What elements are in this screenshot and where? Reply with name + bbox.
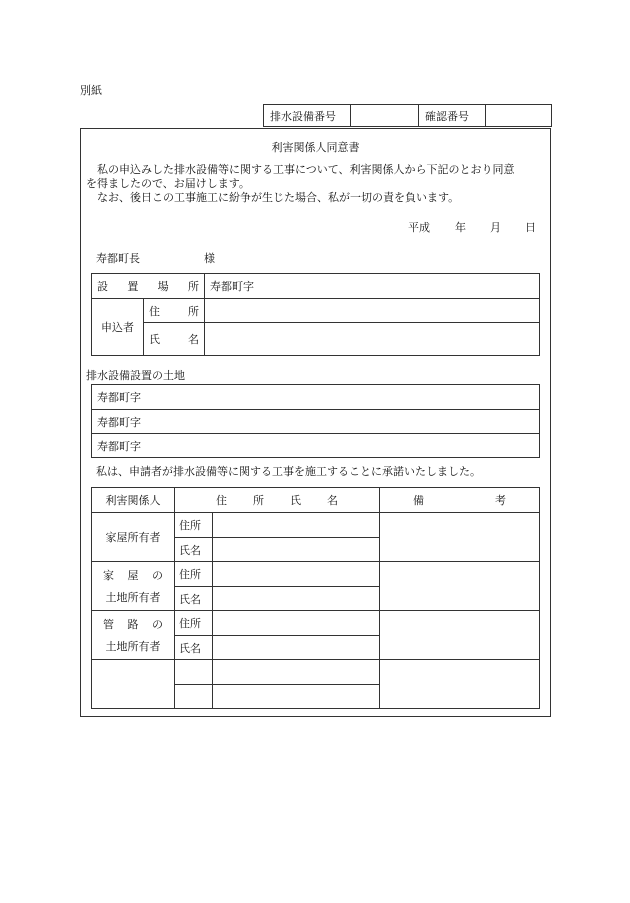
- header-char: 所: [253, 494, 264, 507]
- name-label: 氏名: [175, 587, 213, 611]
- header-party: 利害関係人: [92, 488, 175, 513]
- blank-field[interactable]: [213, 660, 380, 685]
- applicant-name-label: [144, 323, 205, 356]
- number-table: [263, 104, 552, 127]
- applicant-label: 申込者: [92, 299, 144, 356]
- addressee: [96, 250, 215, 266]
- header-char: 氏: [290, 494, 301, 507]
- party-label-char: 管: [103, 618, 114, 631]
- applicant-table: [91, 273, 540, 356]
- address-field[interactable]: [213, 611, 380, 636]
- date-day: 日: [525, 221, 536, 234]
- land-section-label: 排水設備設置の土地: [86, 369, 185, 382]
- date-era: 平成: [408, 221, 430, 234]
- location-field[interactable]: 寿都町字: [205, 274, 540, 299]
- header-char: 名: [327, 494, 338, 507]
- party-blank[interactable]: [92, 660, 175, 709]
- applicant-address-label: [144, 299, 205, 323]
- date-month: 月: [490, 221, 501, 234]
- confirm-number-label: 確認番号: [419, 105, 486, 127]
- location-label-char: 置: [127, 280, 139, 293]
- remarks-field[interactable]: [380, 513, 540, 562]
- land-row[interactable]: 寿都町字: [92, 410, 540, 434]
- date-year: 年: [455, 221, 466, 234]
- address-field[interactable]: [213, 513, 380, 538]
- party-pipe-land-owner: [92, 611, 175, 660]
- header-remarks: [380, 488, 540, 513]
- name-label: 氏名: [175, 636, 213, 660]
- remarks-field[interactable]: [380, 611, 540, 660]
- blank-label-cell[interactable]: [175, 685, 213, 709]
- blank-field[interactable]: [213, 685, 380, 709]
- land-row[interactable]: 寿都町字: [92, 385, 540, 410]
- address-label-char: 所: [188, 304, 199, 318]
- applicant-name-field[interactable]: [205, 323, 540, 356]
- address-field[interactable]: [213, 562, 380, 587]
- form-title: 利害関係人同意書: [271, 141, 360, 154]
- name-field[interactable]: [213, 538, 380, 562]
- name-label: 氏名: [175, 538, 213, 562]
- party-house-land-owner: [92, 562, 175, 611]
- address-label: 住所: [175, 562, 213, 587]
- name-field[interactable]: [213, 636, 380, 660]
- applicant-address-field[interactable]: [205, 299, 540, 323]
- header-char: 備: [413, 494, 424, 507]
- drain-number-field[interactable]: [351, 105, 419, 127]
- intro-line-2: を得ましたので、お届けします。: [86, 177, 250, 190]
- drain-number-label: 排水設備番号: [264, 105, 351, 127]
- intro-paragraph: [86, 163, 546, 205]
- party-label-line: 家屋所有者: [105, 531, 161, 544]
- location-label-char: 設: [97, 280, 108, 293]
- header-address-name: [175, 488, 380, 513]
- address-label: 住所: [175, 513, 213, 538]
- party-label-line: 土地所有者: [105, 591, 161, 604]
- party-label-char: 路: [127, 618, 139, 631]
- location-label-cell: [92, 274, 205, 299]
- confirm-number-field[interactable]: [486, 105, 552, 127]
- remarks-field[interactable]: [380, 660, 540, 709]
- addressee-honorific: 様: [204, 252, 215, 265]
- header-char: 住: [216, 494, 227, 507]
- disclaimer-line: なお、後日この工事施工に紛争が生じた場合、私が一切の責を負います。: [97, 191, 460, 204]
- party-label-char: 家: [103, 569, 114, 582]
- party-house-owner: [92, 513, 175, 562]
- name-field[interactable]: [213, 587, 380, 611]
- land-table: [91, 384, 540, 458]
- address-label: 住所: [175, 611, 213, 636]
- party-label-line: 土地所有者: [105, 640, 161, 653]
- intro-line-1: 私の申込みした排水設備等に関する工事について、利害関係人から下記のとおり同意: [97, 163, 515, 176]
- party-label-char: の: [152, 618, 163, 631]
- land-row[interactable]: 寿都町字: [92, 434, 540, 458]
- name-label-char: 氏: [149, 333, 160, 346]
- remarks-field[interactable]: [380, 562, 540, 611]
- location-label-char: 所: [187, 280, 199, 293]
- address-label-char: 住: [149, 304, 160, 318]
- name-label-char: 名: [188, 333, 199, 346]
- consent-statement: 私は、申請者が排水設備等に関する工事を施工することに承諾いたしました。: [96, 465, 481, 478]
- header-char: 考: [495, 494, 506, 507]
- blank-label-cell[interactable]: [175, 660, 213, 685]
- page-label: 別紙: [80, 84, 102, 97]
- consent-table: [91, 487, 540, 709]
- party-label-char: の: [152, 569, 163, 582]
- addressee-name: 寿都町長: [96, 252, 140, 265]
- location-label-char: 場: [157, 280, 169, 293]
- party-label-char: 屋: [127, 569, 139, 582]
